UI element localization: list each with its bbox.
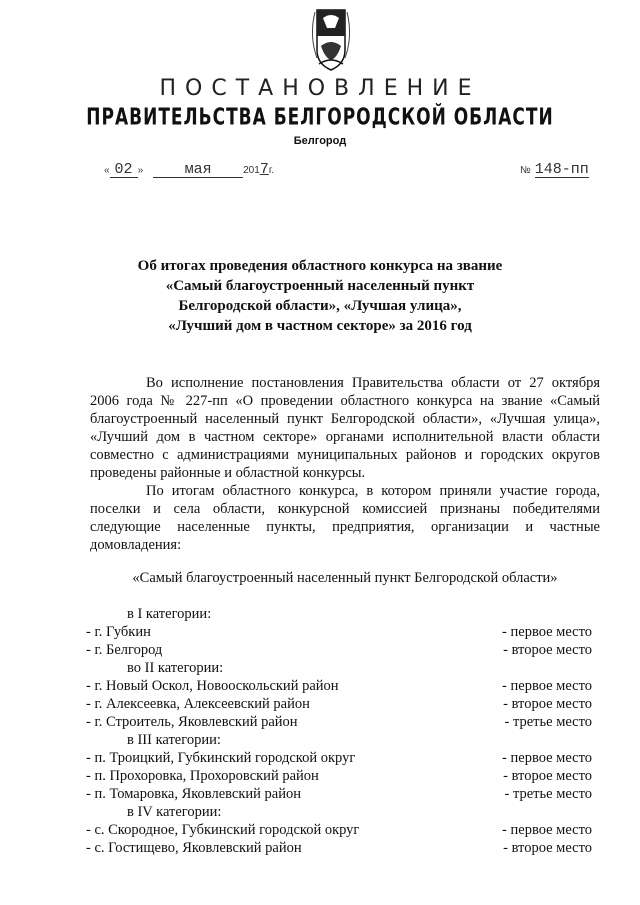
winner-name: - п. Томаровка, Яковлевский район: [86, 786, 301, 802]
winner-place: - первое место: [502, 678, 592, 694]
list-item: [86, 714, 606, 732]
heading-line: «Самый благоустроенный населенный пункт: [165, 278, 475, 294]
category-label: в III категории:: [127, 732, 221, 748]
winner-place: - второе место: [503, 696, 592, 712]
winner-name: - г. Новый Оскол, Новооскольский район: [86, 678, 339, 694]
date-month: мая: [153, 163, 243, 178]
winner-place: - первое место: [502, 822, 592, 838]
list-item: [86, 678, 606, 696]
section-title: «Самый благоустроенный населенный пункт Белгородской области»: [132, 570, 558, 586]
date-year-prefix: 201: [243, 165, 260, 176]
winner-name: - с. Скородное, Губкинский городской округ: [86, 822, 360, 838]
document-type-title: ПОСТАНОВЛЕНИЕ: [159, 76, 481, 101]
category-label: в I категории:: [127, 606, 212, 622]
winner-place: - второе место: [503, 840, 592, 856]
list-item: [86, 750, 606, 768]
heading-line: Об итогах проведения областного конкурса на звание: [137, 258, 503, 274]
winner-place: - первое место: [502, 624, 592, 640]
issuing-authority: ПРАВИТЕЛЬСТВА БЕЛГОРОДСКОЙ ОБЛАСТИ: [86, 104, 554, 131]
winner-place: - третье место: [504, 714, 592, 730]
list-item: [86, 768, 606, 786]
date-year-suffix: 7: [259, 161, 269, 178]
number-value: 148-пп: [534, 161, 589, 178]
winner-name: - г. Белгород: [86, 642, 163, 658]
document-heading: [0, 256, 640, 336]
list-item: [86, 642, 606, 660]
paragraph-results: По итогам областного конкурса, в котором приняли участие города, поселки и села области, конкурсной комиссией признаны победителями следующие населенные пункты, предприятия, организации и частные домовладения:: [90, 483, 600, 553]
winner-name: - п. Прохоровка, Прохоровский район: [86, 768, 319, 784]
coat-of-arms-emblem: [305, 6, 357, 72]
document-number: [520, 160, 610, 180]
category-label: в IV категории:: [127, 804, 222, 820]
winner-name: - г. Строитель, Яковлевский район: [86, 714, 298, 730]
document-date: [104, 160, 304, 180]
body-text: [90, 374, 600, 554]
category-label: во II категории:: [127, 660, 224, 676]
list-item: [86, 624, 606, 642]
date-open-quote: «: [104, 165, 110, 176]
heading-line: «Лучший дом в частном секторе» за 2016 год: [168, 318, 472, 334]
number-label: №: [520, 165, 531, 176]
city-name: Белгород: [293, 135, 347, 147]
winner-name: - с. Гостищево, Яковлевский район: [86, 840, 302, 856]
list-item: [86, 786, 606, 804]
winner-place: - первое место: [502, 750, 592, 766]
winner-place: - второе место: [503, 768, 592, 784]
paragraph-preamble: Во исполнение постановления Правительства области от 27 октября 2006 года № 227-пп «О проведении областного конкурса на звание «Самый благоустроенный населенный пункт Белгородской области», «Лучшая улица», «Лучший дом в частном секторе» органами исполнительной власти области совместно с администрациями муниципальных районов и городских округов проведены районные и областной конкурсы.: [90, 375, 600, 481]
winner-place: - второе место: [503, 642, 592, 658]
list-item: [86, 696, 606, 714]
list-item: [86, 822, 606, 840]
list-item: [86, 840, 606, 858]
heading-line: Белгородской области», «Лучшая улица»,: [178, 298, 462, 314]
date-year-unit: г.: [268, 165, 275, 176]
date-day: 02: [110, 163, 138, 178]
winner-place: - третье место: [504, 786, 592, 802]
winner-name: - п. Троицкий, Губкинский городской округ: [86, 750, 356, 766]
date-close-quote: »: [137, 165, 144, 176]
winner-name: - г. Алексеевка, Алексеевский район: [86, 696, 310, 712]
winner-name: - г. Губкин: [86, 624, 151, 640]
